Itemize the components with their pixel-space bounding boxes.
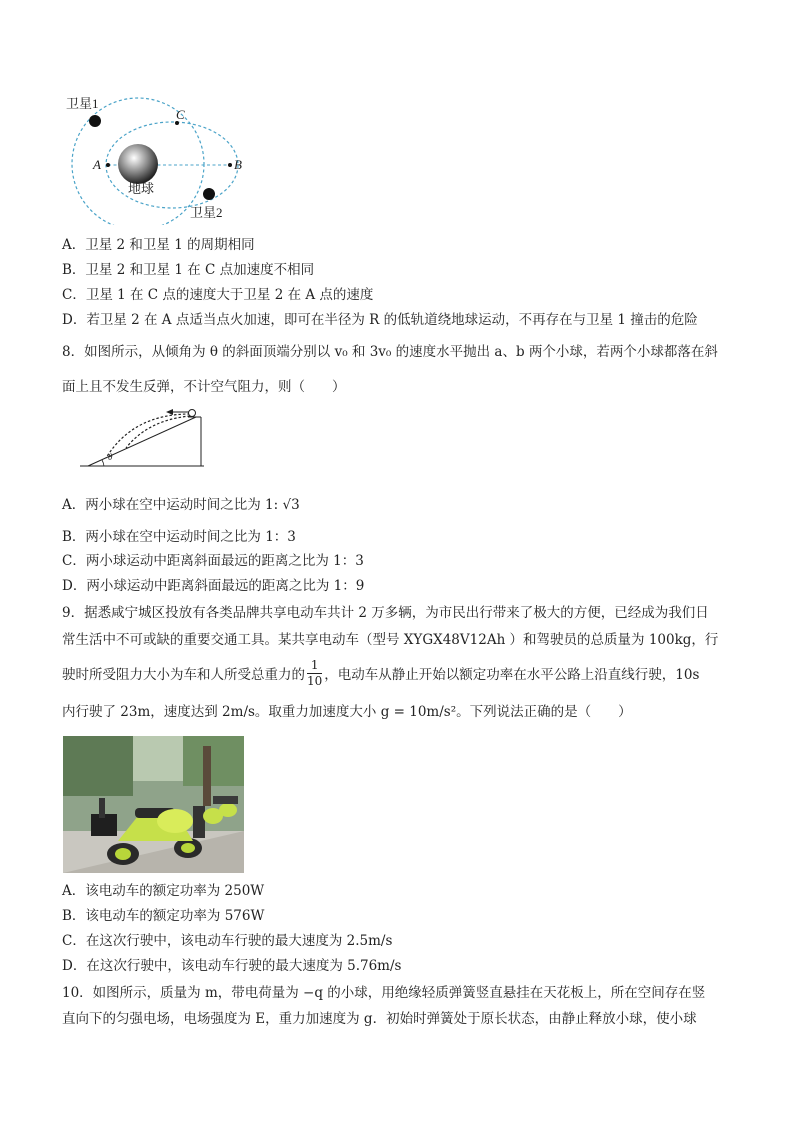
q9-stem-line2: 常生活中不可或缺的重要交通工具。某共享电动车（型号 XYGX48V12Ah ）和驾驶员的总质量为 100kg，行: [62, 632, 719, 648]
q9-option-d: D．在这次行驶中，该电动车行驶的最大速度为 5.76m/s: [62, 958, 402, 974]
q10-stem-line2: 直向下的匀强电场，电场强度为 E，重力加速度为 g．初始时弹簧处于原长状态，由静止释放小球，使小球: [62, 1011, 697, 1027]
q8-option-b: B．两小球在空中运动时间之比为 1：3: [62, 529, 296, 545]
point-b-dot: [228, 163, 232, 167]
q8-option-a-text: A．两小球在空中运动时间之比为 1: √3: [62, 497, 300, 513]
q7-option-c: C．卫星 1 在 C 点的速度大于卫星 2 在 A 点的速度: [62, 287, 374, 303]
q7-option-a: A．卫星 2 和卫星 1 的周期相同: [62, 237, 255, 253]
q7-option-b: B．卫星 2 和卫星 1 在 C 点加速度不相同: [62, 262, 315, 278]
q8-option-c: C．两小球运动中距离斜面最远的距离之比为 1：3: [62, 553, 364, 569]
satellite-2-label: 卫星2: [190, 205, 223, 220]
q7-option-d: D．若卫星 2 在 A 点适当点火加速，即可在半径为 R 的低轨道绕地球运动，不再存在与卫星 1 撞击的危险: [62, 312, 698, 328]
incline-diagram: [78, 406, 208, 468]
q8-stem-line2: 面上且不发生反弹，不计空气阻力，则（ ）: [62, 379, 346, 395]
ball-icon: [189, 410, 196, 417]
q9-option-b: B．该电动车的额定功率为 576W: [62, 908, 265, 924]
trajectory-b: [106, 414, 190, 458]
q9-stem-line3-part2: ，电动车从静止开始以额定功率在水平公路上沿直线行驶，10s: [324, 667, 700, 683]
ebike-photo-illustration: [63, 736, 244, 873]
point-a-label: A: [93, 157, 101, 172]
satellite-1-icon: [89, 115, 101, 127]
q9-stem-line3: [62, 660, 699, 691]
q8-stem-line1: 8．如图所示，从倾角为 θ 的斜面顶端分别以 v₀ 和 3v₀ 的速度水平抛出 a、b 两个小球，若两个小球都落在斜: [62, 344, 718, 360]
point-a-dot: [106, 163, 110, 167]
point-c-label: C: [176, 107, 185, 122]
earth-label: 地球: [128, 181, 155, 196]
arrow-icon: [166, 409, 173, 415]
q10-stem-line1: 10．如图所示，质量为 m，带电荷量为 −q 的小球，用绝缘轻质弹簧竖直悬挂在天花板上，所在空间存在竖: [62, 985, 706, 1001]
q9-option-a: A．该电动车的额定功率为 250W: [62, 883, 265, 899]
satellite-orbit-figure: [60, 90, 260, 225]
q9-option-c: C．在这次行驶中，该电动车行驶的最大速度为 2.5m/s: [62, 933, 393, 949]
point-b-label: B: [234, 157, 242, 172]
angle-label: θ: [108, 452, 113, 462]
satellite-2-icon: [203, 188, 215, 200]
q9-stem-line1: 9．据悉咸宁城区投放有各类品牌共享电动车共计 2 万多辆，为市民出行带来了极大的方便，已经成为我们日: [62, 605, 709, 621]
q8-option-a: [62, 496, 300, 514]
one-tenth-fraction: [307, 658, 322, 689]
trajectory-a: [126, 416, 190, 448]
angle-arc: [102, 460, 104, 466]
fraction-denominator: 10: [307, 674, 323, 688]
ebike-photo: [63, 736, 244, 873]
incline-figure: [78, 406, 208, 468]
q8-option-d: D．两小球运动中距离斜面最远的距离之比为 1：9: [62, 578, 365, 594]
q9-stem-line4: 内行驶了 23m，速度达到 2m/s。取重力加速度大小 g = 10m/s²。下列说法正确的是（ ）: [62, 704, 632, 720]
satellite-1-label: 卫星1: [66, 96, 99, 111]
fraction-numerator: 1: [307, 658, 322, 674]
q9-stem-line3-part1: 驶时所受阻力大小为车和人所受总重力的: [62, 667, 305, 683]
